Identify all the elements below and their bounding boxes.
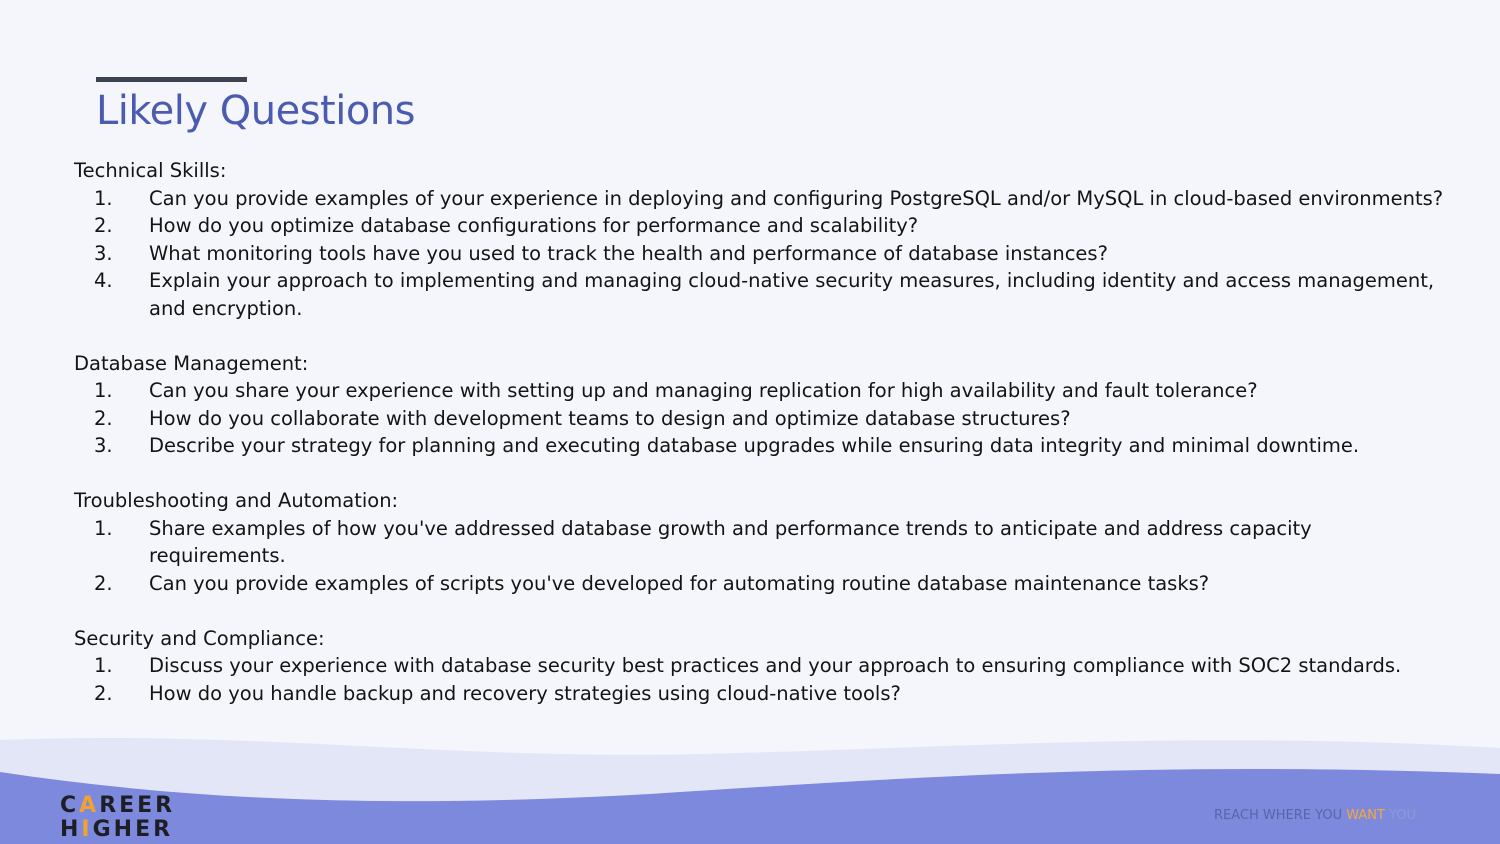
question-list	[74, 515, 1454, 598]
item-text: Can you share your experience with setting up and managing replication for high availability and fault tolerance?	[149, 379, 1258, 402]
logo-line-1: CAREER	[60, 793, 176, 818]
section-heading: Security and Compliance:	[74, 626, 325, 650]
list-item	[74, 432, 1454, 460]
item-text: Explain your approach to implementing and managing cloud-native security measures, including identity and access management, and encryption.	[149, 269, 1435, 320]
list-item	[74, 680, 1454, 708]
section-heading: Troubleshooting and Automation:	[74, 489, 399, 512]
item-number: 4.	[94, 269, 113, 292]
page-title: Likely Questions	[96, 88, 415, 134]
section-security-compliance	[74, 625, 1454, 708]
item-number: 1.	[94, 186, 113, 210]
list-item	[74, 212, 1454, 240]
item-text: How do you handle backup and recovery strategies using cloud-native tools?	[149, 681, 901, 705]
list-item	[74, 515, 1454, 570]
item-text: Can you provide examples of your experience in deploying and configuring PostgreSQL and/or MySQL in cloud-based environments?	[149, 186, 1444, 210]
item-number: 2.	[94, 571, 113, 595]
item-text: Discuss your experience with database security best practices and your approach to ensuring compliance with SOC2 standards.	[149, 654, 1402, 677]
list-item	[74, 570, 1454, 598]
list-item	[74, 405, 1454, 433]
item-text: Describe your strategy for planning and executing database upgrades while ensuring data integrity and minimal downtime.	[149, 434, 1360, 457]
footer-wave	[0, 730, 1500, 844]
item-text: How do you collaborate with development teams to design and optimize database structures?	[149, 406, 1071, 430]
list-item	[74, 652, 1454, 680]
item-text: Can you provide examples of scripts you've developed for automating routine database maintenance tasks?	[149, 571, 1210, 595]
item-number: 2.	[94, 406, 113, 430]
question-list	[74, 185, 1454, 323]
item-text: How do you optimize database configurations for performance and scalability?	[149, 214, 919, 237]
section-troubleshooting-automation	[74, 487, 1454, 597]
item-number: 3.	[94, 241, 113, 265]
item-number: 2.	[94, 214, 113, 237]
title-accent-bar	[96, 77, 247, 82]
item-number: 2.	[94, 681, 113, 705]
footer-tagline: REACH WHERE YOU WANT YOU	[1214, 808, 1417, 823]
question-list	[74, 377, 1454, 460]
item-text: Share examples of how you've addressed database growth and performance trends to anticipate and address capacity requirements.	[149, 516, 1312, 567]
question-list	[74, 652, 1454, 707]
list-item	[74, 377, 1454, 405]
list-item	[74, 185, 1454, 213]
questions-content	[74, 157, 1454, 735]
item-number: 3.	[94, 434, 113, 457]
section-technical-skills	[74, 157, 1454, 322]
item-number: 1.	[94, 654, 113, 677]
logo-line-2: HIGHER	[60, 817, 174, 842]
section-heading: Technical Skills:	[74, 159, 227, 182]
section-heading: Database Management:	[74, 351, 309, 375]
item-text: What monitoring tools have you used to track the health and performance of database instances?	[149, 241, 1108, 265]
item-number: 1.	[94, 379, 113, 402]
company-logo	[60, 794, 175, 842]
list-item	[74, 267, 1454, 322]
list-item	[74, 240, 1454, 268]
section-database-management	[74, 350, 1454, 460]
item-number: 1.	[94, 516, 113, 540]
